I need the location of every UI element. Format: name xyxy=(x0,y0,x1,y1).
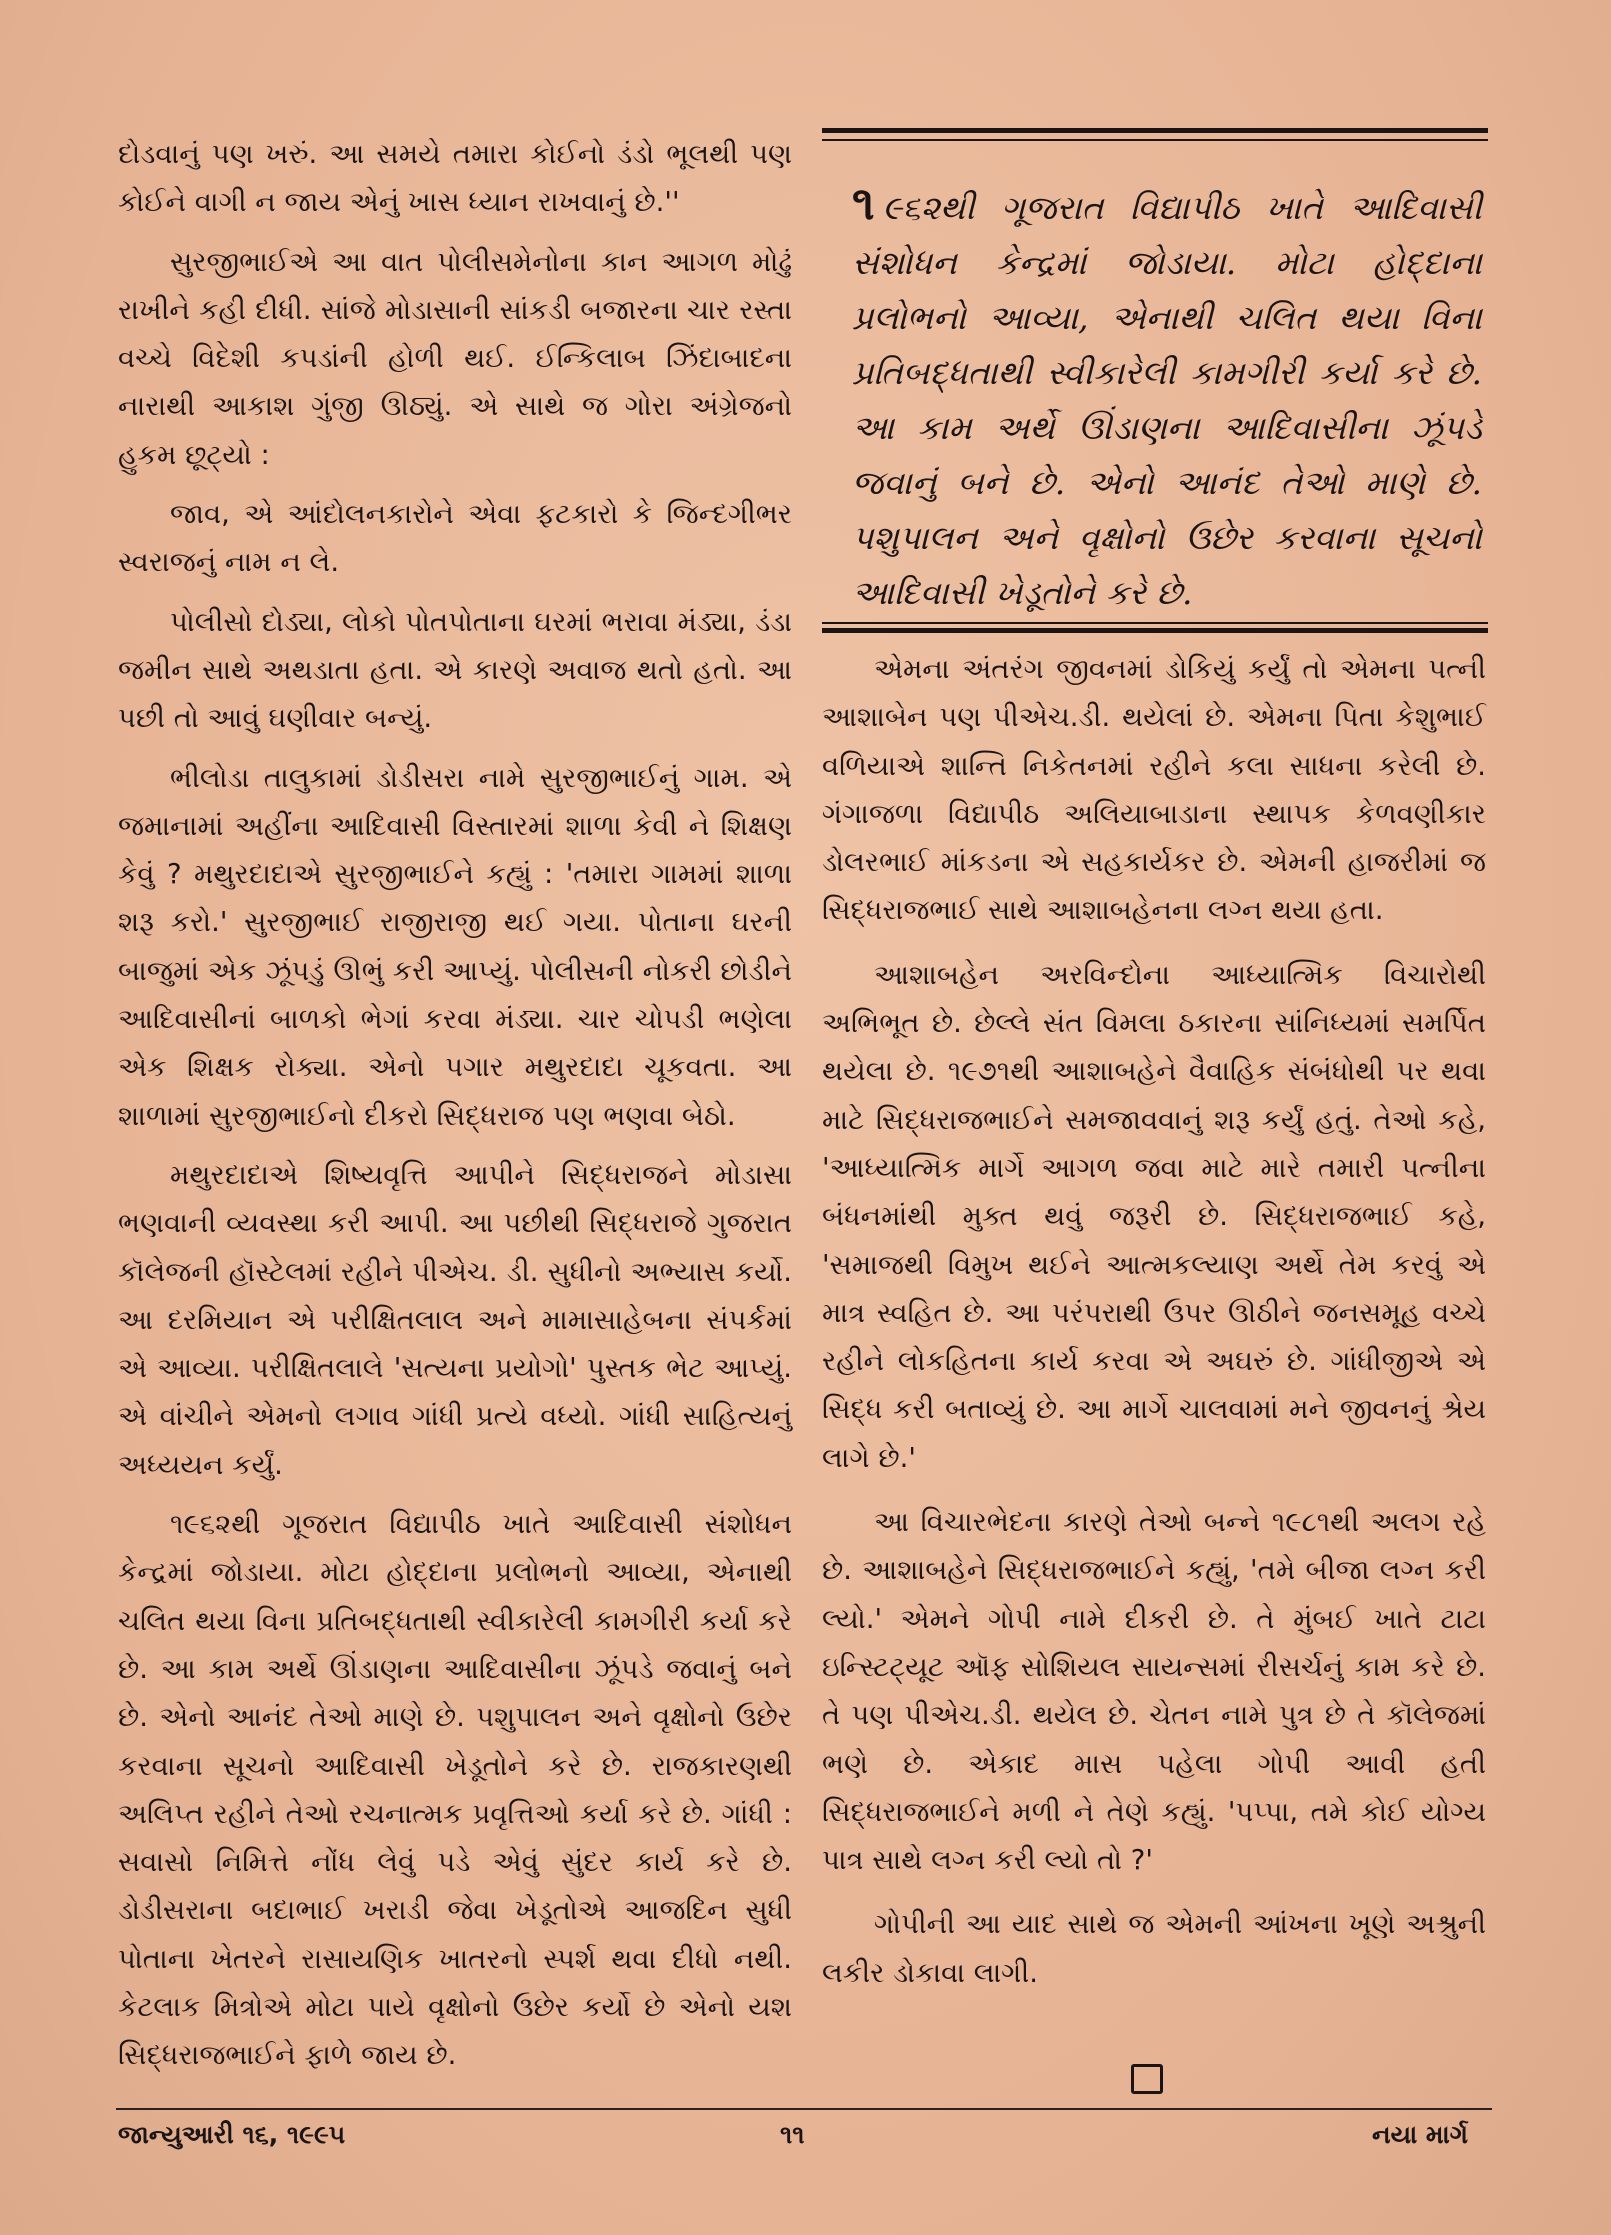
article-paragraph: એમના અંતરંગ જીવનમાં ડોકિયું કર્યું તો એમના પત્ની આશાબેન પણ પીએચ.ડી. થયેલાં છે. એમના પિતા કેશુભાઈ વળિયાએ શાન્તિ નિકેતનમાં રહીને કલા સાધના કરેલી છે. ગંગાજળા વિદ્યાપીઠ અલિયાબાડાના સ્થાપક કેળવણીકાર ડોલરભાઈ માંકડના એ સહકાર્યકર છે. એમની હાજરીમાં જ સિદ્ધરાજભાઈ સાથે આશાબહેનના લગ્ન થયા હતા. xyxy=(822,653,1486,927)
article-paragraph: મથુરદાદાએ શિષ્યવૃત્તિ આપીને સિદ્ધરાજને મોડાસા ભણવાની વ્યવસ્થા કરી આપી. આ પછીથી સિદ્ધરાજે ગુજરાત કૉલેજની હૉસ્ટેલમાં રહીને પીએચ. ડી. સુધીનો અભ્યાસ કર્યો. આ દરમિયાન એ પરીક્ષિતલાલ અને મામાસાહેબના સંપર્કમાં એ આવ્યા. પરીક્ષિતલાલે 'સત્યના પ્રયોગો' પુસ્તક ભેટ આપ્યું. એ વાંચીને એમનો લગાવ ગાંધી પ્રત્યે વધ્યો. ગાંધી સાહિત્યનું અધ્યયન કર્યું. xyxy=(118,1158,792,1481)
pull-quote-text: ૯૬૨થી ગૂજરાત વિદ્યાપીઠ ખાતે આદિવાસી સંશોધન કેન્દ્રમાં જોડાયા. મોટા હોદ્દાના પ્રલોભનો આવ્યા, એનાથી ચલિત થયા વિના પ્રતિબદ્ધતાથી સ્વીકારેલી કામગીરી કર્યા કરે છે. આ કામ અર્થે ઊંડાણના આદિવાસીના ઝૂંપડે જવાનું બને છે. એનો આનંદ તેઓ માણે છે. પશુપાલન અને વૃક્ષોનો ઉછેર કરવાના સૂચનો આદિવાસી ખેડૂતોને કરે છે. xyxy=(852,188,1482,612)
article-paragraph: આ વિચારભેદના કારણે તેઓ બન્ને ૧૯૮૧થી અલગ રહે છે. આશાબહેને સિદ્ધરાજભાઈને કહ્યું, 'તમે બીજા લગ્ન કરી લ્યો.' એમને ગોપી નામે દીકરી છે. તે મુંબઈ ખાતે ટાટા ઇન્સ્ટિટ્યૂટ ઑફ સોશિયલ સાયન્સમાં રીસર્ચનું કામ કરે છે. તે પણ પીએચ.ડી. થયેલ છે. ચેતન નામે પુત્ર છે તે કૉલેજમાં ભણે છે. એકાદ માસ પહેલા ગોપી આવી હતી સિદ્ધરાજભાઈને મળી ને તેણે કહ્યું. 'પપ્પા, તમે કોઈ યોગ્ય પાત્ર સાથે લગ્ન કરી લ્યો તો ?' xyxy=(822,1506,1486,1877)
pull-quote-lead: ૧ xyxy=(852,176,875,230)
right-column xyxy=(822,645,1486,1997)
article-paragraph: આશાબહેન અરવિન્દોના આધ્યાત્મિક વિચારોથી અભિભૂત છે. છેલ્લે સંત વિમલા ઠકારના સાંનિધ્યમાં સમર્પિત થયેલા છે. ૧૯૭૧થી આશાબહેને વૈવાહિક સંબંધોથી પર થવા માટે સિદ્ધરાજભાઈને સમજાવવાનું શરૂ કર્યું હતું. તેઓ કહે, 'આધ્યાત્મિક માર્ગે આગળ જવા માટે મારે તમારી પત્નીના બંધનમાંથી મુક્ત થવું જરૂરી છે. સિદ્ધરાજભાઈ કહે, 'સમાજથી વિમુખ થઈને આત્મકલ્યાણ અર્થે તેમ કરવું એ માત્ર સ્વહિત છે. આ પરંપરાથી ઉપર ઊઠીને જનસમૂહ વચ્ચે રહીને લોકહિતના કાર્ય કરવા એ અઘરું છે. ગાંધીજીએ એ સિદ્ધ કરી બતાવ્યું છે. આ માર્ગે ચાલવામાં મને જીવનનું શ્રેય લાગે છે.' xyxy=(822,958,1486,1474)
pull-quote-bottom-rule-thin xyxy=(822,622,1488,624)
pull-quote-bottom-rule xyxy=(822,628,1488,633)
article-paragraph: જાવ, એ આંદોલનકારોને એવા ફટકારો કે જિન્દગીભર સ્વરાજનું નામ ન લે. xyxy=(118,498,792,579)
pull-quote-top-rule xyxy=(822,128,1488,133)
article-paragraph: પોલીસો દોડ્યા, લોકો પોતપોતાના ઘરમાં ભરાવા મંડ્યા, ડંડા જમીન સાથે અથડાતા હતા. એ કારણે અવાજ થતો હતો. આ પછી તો આવું ઘણીવાર બન્યું. xyxy=(118,605,792,735)
article-paragraph: સુરજીભાઈએ આ વાત પોલીસમેનોના કાન આગળ મોઢું રાખીને કહી દીધી. સાંજે મોડાસાની સાંકડી બજારના ચાર રસ્તા વચ્ચે વિદેશી કપડાંની હોળી થઈ. ઈન્કિલાબ ઝિંદાબાદના નારાથી આકાશ ગુંજી ઊઠ્યું. એ સાથે જ ગોરા અંગ્રેજનો હુકમ છૂટ્યો : xyxy=(118,245,792,471)
pull-quote xyxy=(852,176,1482,620)
article-paragraph: ૧૯૬૨થી ગૂજરાત વિદ્યાપીઠ ખાતે આદિવાસી સંશોધન કેન્દ્રમાં જોડાયા. મોટા હોદ્દાના પ્રલોભનો આવ્યા, એનાથી ચલિત થયા વિના પ્રતિબદ્ધતાથી સ્વીકારેલી કામગીરી કર્યા કરે છે. આ કામ અર્થે ઊંડાણના આદિવાસીના ઝૂંપડે જવાનું બને છે. એનો આનંદ તેઓ માણે છે. પશુપાલન અને વૃક્ષોનો ઉછેર કરવાના સૂચનો આદિવાસી ખેડૂતોને કરે છે. રાજકારણથી અલિપ્ત રહીને તેઓ રચનાત્મક પ્રવૃત્તિઓ કર્યા કરે છે. ગાંધી : સવાસો નિમિત્તે નોંધ લેવું પડે એવું સુંદર કાર્ય કરે છે. ડોડીસરાના બદાભાઈ ખરાડી જેવા ખેડૂતોએ આજદિન સુધી પોતાના ખેતરને રાસાયણિક ખાતરનો સ્પર્શ થવા દીધો નથી. કેટલાક મિત્રોએ મોટા પાયે વૃક્ષોનો ઉછેર કર્યો છે એનો યશ સિદ્ધરાજભાઈને ફાળે જાય છે. xyxy=(118,1508,792,2072)
article-paragraph: ભીલોડા તાલુકામાં ડોડીસરા નામે સુરજીભાઈનું ગામ. એ જમાનામાં અહીંના આદિવાસી વિસ્તારમાં શાળા કેવી ને શિક્ષણ કેવું ? મથુરદાદાએ સુરજીભાઈને કહ્યું : 'તમારા ગામમાં શાળા શરૂ કરો.' સુરજીભાઈ રાજીરાજી થઈ ગયા. પોતાના ઘરની બાજુમાં એક ઝૂંપડું ઊભું કરી આપ્યું. પોલીસની નોકરી છોડીને આદિવાસીનાં બાળકો ભેગાં કરવા મંડ્યા. ચાર ચોપડી ભણેલા એક શિક્ષક રોક્યા. એનો પગાર મથુરદાદા ચૂકવતા. આ શાળામાં સુરજીભાઈનો દીકરો સિદ્ધરાજ પણ ભણવા બેઠો. xyxy=(118,761,792,1132)
footer-divider xyxy=(116,2108,1492,2110)
page-number: ૧૧ xyxy=(780,2120,805,2149)
article-paragraph: દોડવાનું પણ ખરું. આ સમયે તમારા કોઈનો ડંડો ભૂલથી પણ કોઈને વાગી ન જાય એનું ખાસ ધ્યાન રાખવાનું છે.'' xyxy=(118,138,792,219)
footer-date: જાન્યુઆરી ૧૬, ૧૯૯૫ xyxy=(118,2120,346,2149)
article-paragraph: ગોપીની આ યાદ સાથે જ એમની આંખના ખૂણે અશ્રુની લકીર ડોકાવા લાગી. xyxy=(822,1908,1486,1989)
magazine-name: નયા માર્ગ xyxy=(1372,2120,1468,2149)
end-of-article-icon xyxy=(1131,2064,1163,2094)
left-column xyxy=(118,130,792,2080)
pull-quote-top-rule-thin xyxy=(822,139,1488,141)
